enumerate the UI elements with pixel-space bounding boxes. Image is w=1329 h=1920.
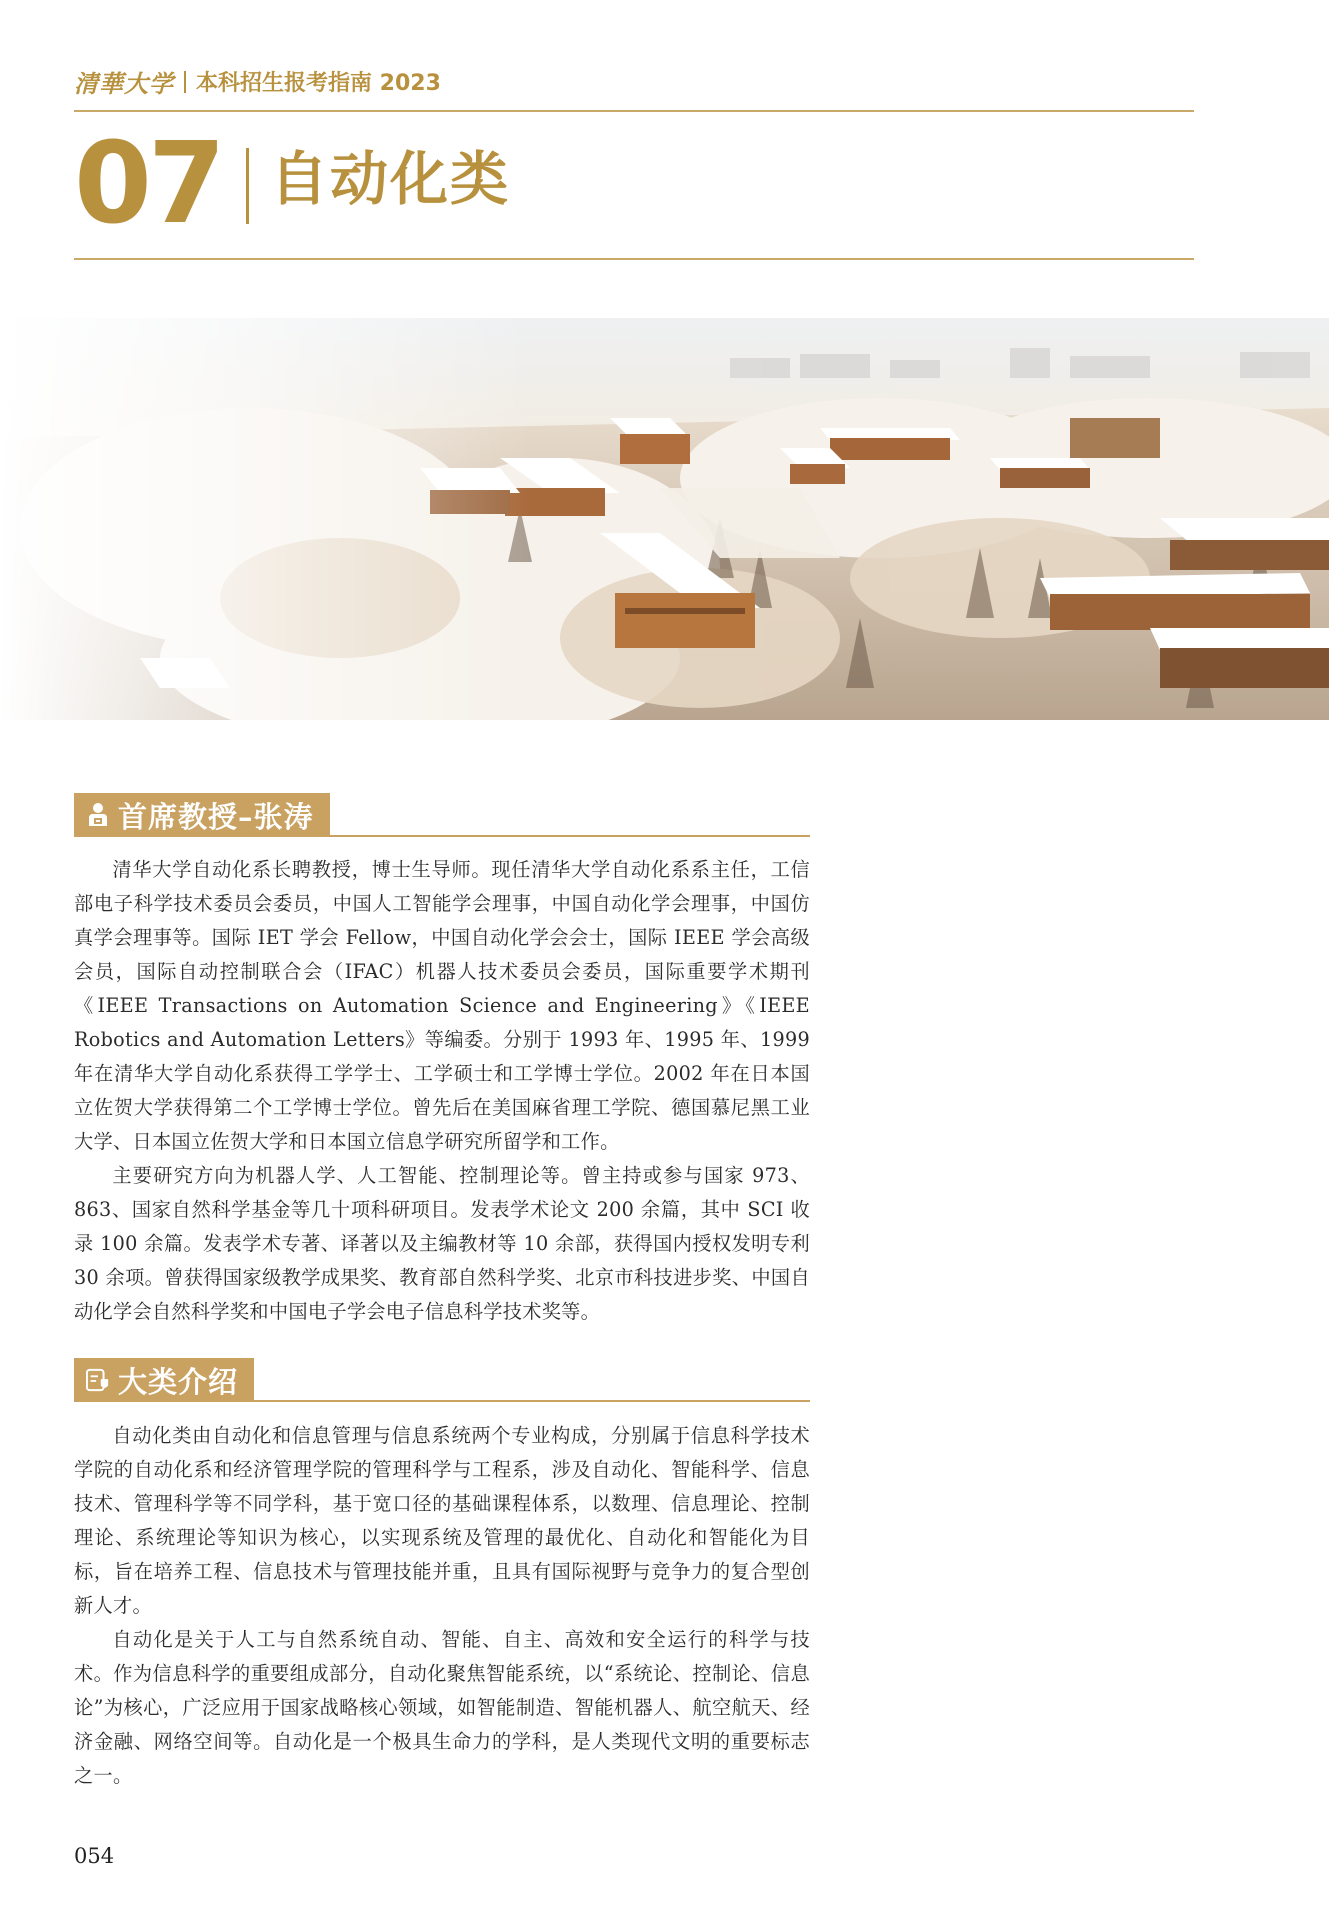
running-header (74, 64, 441, 99)
page-number: 054 (74, 1844, 115, 1868)
document-icon (86, 1366, 110, 1394)
person-icon (86, 801, 110, 829)
section-tab (74, 793, 330, 837)
paragraph: 自动化类由自动化和信息管理与信息系统两个专业构成，分别属于信息科学技术学院的自动化系和经济管理学院的管理科学与工程系，涉及自动化、智能科学、信息技术、管理科学等不同学科，基于宽口径的基础课程体系，以数理、信息理论、控制理论、系统理论等知识为核心，以实现系统及管理的最优化、自动化和智能化为目标，旨在培养工程、信息技术与管理技能并重，且具有国际视野与竞争力的复合型创新人才。 (74, 1424, 810, 1617)
campus-snow-photo (0, 318, 1329, 720)
paragraph: 主要研究方向为机器人学、人工智能、控制理论等。曾主持或参与国家 973、863、国家自然科学基金等几十项科研项目。发表学术论文 200 余篇，其中 SCI 收录 100 余篇。发表学术专著、译著以及主编教材等 10 余部，获得国内授权发明专利 30 余项。曾获得国家级教学成果奖、教育部自然科学奖、北京市科技进步奖、中国自动化学会自然科学奖和中国电子学会电子信息科学技术奖等。 (74, 1164, 810, 1323)
chapter-rule (74, 258, 1194, 260)
professor-bio (74, 853, 810, 1329)
section-tab (74, 1358, 254, 1402)
university-logo: 清華大学 (74, 69, 174, 98)
section-title: 首席教授–张涛 (118, 799, 314, 834)
header-title: 本科招生报考指南 2023 (196, 71, 441, 96)
chapter-title: 自动化类 (270, 145, 511, 213)
section-title: 大类介绍 (118, 1364, 239, 1399)
header-separator (184, 71, 186, 93)
paragraph: 清华大学自动化系长聘教授，博士生导师。现任清华大学自动化系系主任，工信部电子科学技术委员会委员，中国人工智能学会理事，中国自动化学会理事，中国仿真学会理事等。国际 IET 学会 Fellow，中国自动化学会会士，国际 IEEE 学会高级会员，国际自动控制联合会（IFAC）机器人技术委员会委员，国际重要学术期刊《IEEE Transactions on Automation Science and Engineering》《IEEE Robotics and Automation Letters》等编委。分别于 1993 年、1995 年、1999 年在清华大学自动化系获得工学学士、工学硕士和工学博士学位。2002 年在日本国立佐贺大学获得第二个工学博士学位。曾先后在美国麻省理工学院、德国慕尼黑工业大学、日本国立佐贺大学和日本国立信息学研究所留学和工作。 (74, 858, 810, 1153)
program-overview (74, 1419, 810, 1793)
header-rule (74, 110, 1194, 112)
section-rule (74, 1400, 810, 1402)
section-heading-chief-professor (74, 793, 330, 837)
chapter-divider (246, 148, 249, 224)
section-heading-overview (74, 1358, 254, 1402)
paragraph: 自动化是关于人工与自然系统自动、智能、自主、高效和安全运行的科学与技术。作为信息科学的重要组成部分，自动化聚焦智能系统，以“系统论、控制论、信息论”为核心，广泛应用于国家战略核心领域，如智能制造、智能机器人、航空航天、经济金融、网络空间等。自动化是一个极具生命力的学科，是人类现代文明的重要标志之一。 (74, 1628, 810, 1787)
section-rule (74, 835, 810, 837)
chapter-number: 07 (74, 119, 222, 249)
